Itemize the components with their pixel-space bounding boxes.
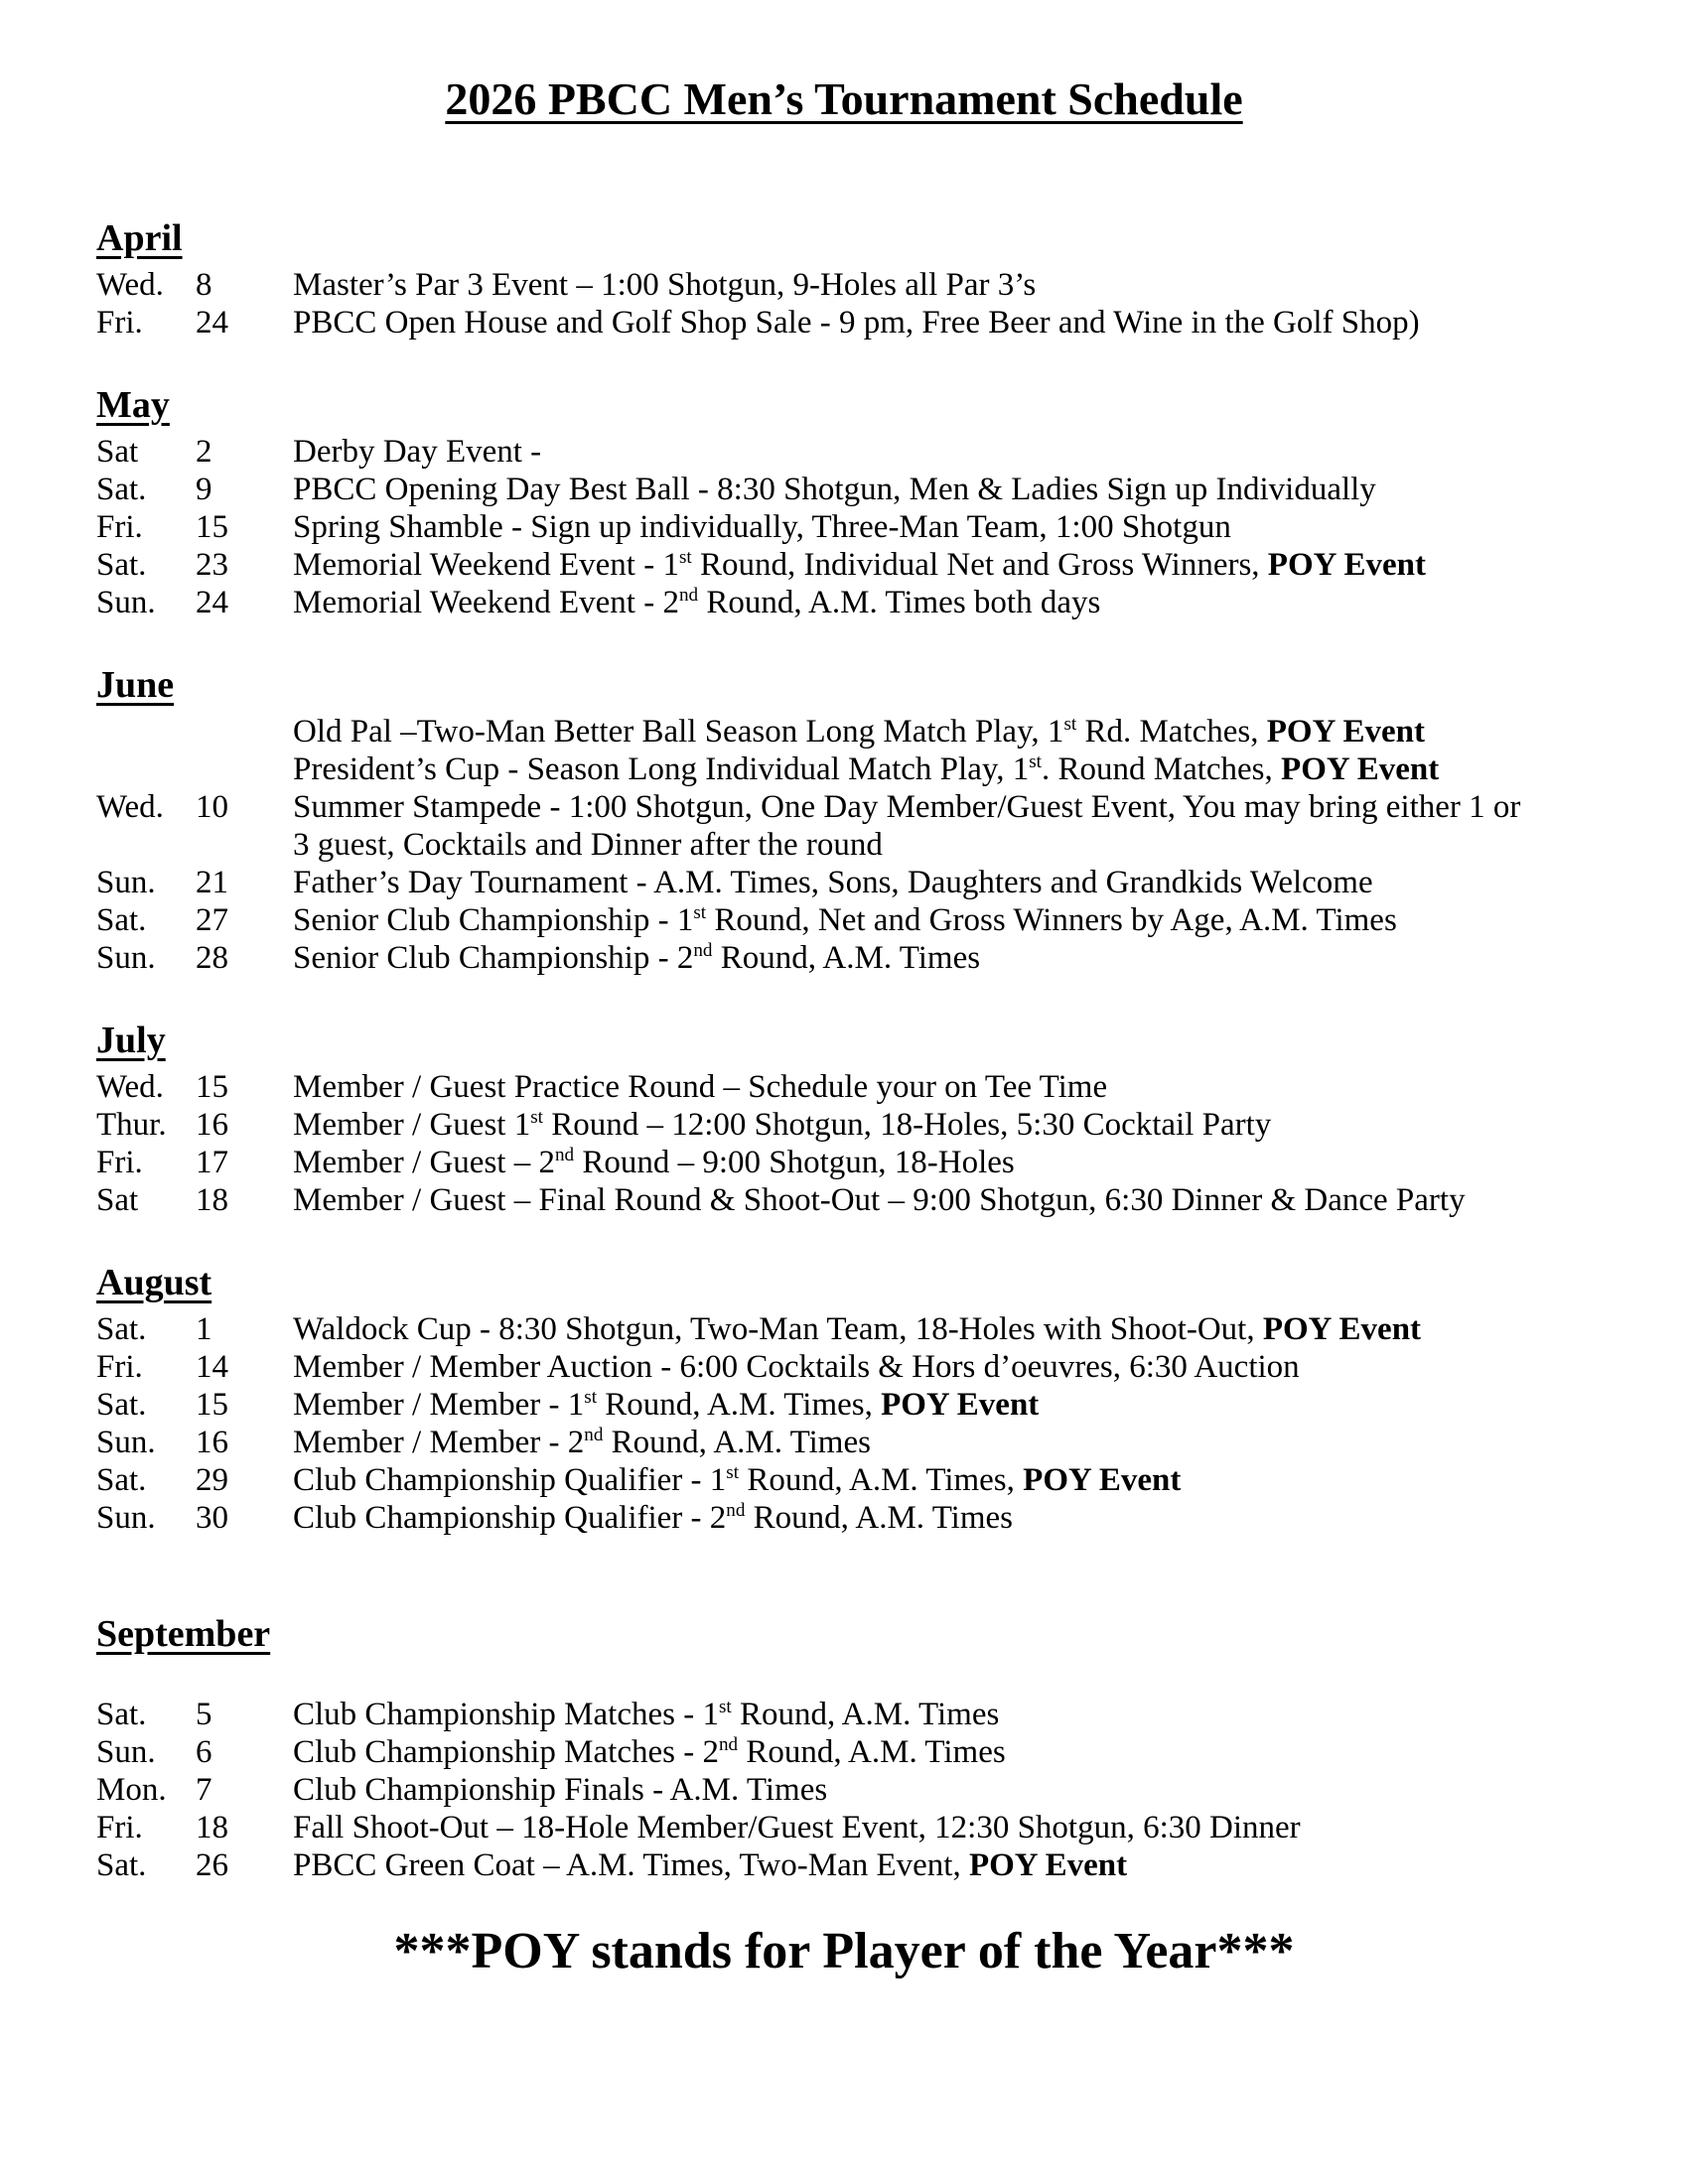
event-description bbox=[293, 1461, 1592, 1499]
poy-highlight: POY Event bbox=[1262, 1311, 1422, 1347]
event-description-line bbox=[293, 788, 1592, 826]
event-text: Old Pal –Two-Man Better Ball Season Long Match Play, 1 bbox=[293, 714, 1064, 750]
event-row bbox=[96, 1348, 1592, 1386]
event-date: 28 bbox=[196, 940, 228, 976]
event-row bbox=[96, 939, 1592, 977]
event-text: Club Championship Matches - 1 bbox=[293, 1697, 719, 1732]
event-date: 14 bbox=[196, 1349, 228, 1385]
ordinal-superscript: st bbox=[726, 1462, 740, 1483]
event-description bbox=[293, 508, 1592, 546]
event-text: Member / Member - 2 bbox=[293, 1425, 585, 1460]
event-text: Derby Day Event - bbox=[293, 434, 542, 470]
event-text: Club Championship Matches - 2 bbox=[293, 1734, 719, 1770]
event-description-line bbox=[293, 1386, 1592, 1424]
event-text: Club Championship Finals - A.M. Times bbox=[293, 1772, 828, 1808]
event-text: Member / Guest 1 bbox=[293, 1107, 531, 1143]
event-text: Senior Club Championship - 2 bbox=[293, 940, 694, 976]
event-row bbox=[96, 864, 1592, 901]
event-date: 2 bbox=[196, 434, 212, 470]
month-heading-august: August bbox=[96, 1262, 212, 1303]
event-description-line bbox=[293, 471, 1592, 508]
event-row bbox=[96, 751, 1592, 788]
event-description bbox=[293, 471, 1592, 508]
event-row bbox=[96, 788, 1592, 864]
event-description-line bbox=[293, 1144, 1592, 1181]
month-heading-september: September bbox=[96, 1613, 271, 1655]
event-date: 23 bbox=[196, 547, 228, 583]
event-day: Sat bbox=[96, 1182, 139, 1218]
event-text: Round, A.M. Times bbox=[731, 1697, 1000, 1732]
event-row bbox=[96, 1068, 1592, 1106]
event-text: Round, A.M. Times bbox=[603, 1425, 871, 1460]
event-day: Sat. bbox=[96, 1311, 147, 1347]
month-section-april bbox=[96, 214, 1592, 341]
event-row bbox=[96, 584, 1592, 621]
event-date: 30 bbox=[196, 1500, 228, 1536]
event-text: Member / Guest Practice Round – Schedule your on Tee Time bbox=[293, 1069, 1108, 1105]
event-text: President’s Cup - Season Long Individual Match Play, 1 bbox=[293, 751, 1030, 787]
event-description-line bbox=[293, 1181, 1592, 1219]
poy-highlight: POY Event bbox=[1266, 714, 1425, 750]
event-date: 18 bbox=[196, 1810, 228, 1845]
event-description bbox=[293, 901, 1592, 939]
event-description bbox=[293, 1348, 1592, 1386]
event-description bbox=[293, 1499, 1592, 1537]
month-section-may bbox=[96, 381, 1592, 621]
event-row bbox=[96, 1733, 1592, 1771]
tournament-schedule bbox=[96, 214, 1592, 1884]
event-day: Sat. bbox=[96, 1462, 147, 1498]
event-day: Fri. bbox=[96, 1810, 143, 1845]
event-text: Memorial Weekend Event - 2 bbox=[293, 585, 679, 620]
event-text: Master’s Par 3 Event – 1:00 Shotgun, 9-Holes all Par 3’s bbox=[293, 267, 1037, 303]
event-text: Member / Guest – 2 bbox=[293, 1145, 555, 1180]
event-description bbox=[293, 1809, 1592, 1846]
poy-highlight: POY Event bbox=[968, 1847, 1128, 1883]
event-day: Sun. bbox=[96, 1500, 156, 1536]
event-text: Rd. Matches, bbox=[1076, 714, 1267, 750]
event-description-line bbox=[293, 826, 1592, 864]
event-day: Mon. bbox=[96, 1772, 167, 1808]
month-section-july bbox=[96, 1017, 1592, 1219]
event-date: 1 bbox=[196, 1311, 212, 1347]
event-row bbox=[96, 1461, 1592, 1499]
event-row bbox=[96, 1696, 1592, 1733]
event-row bbox=[96, 1144, 1592, 1181]
event-row bbox=[96, 1771, 1592, 1809]
event-text: Round, A.M. Times bbox=[712, 940, 981, 976]
event-day: Sun. bbox=[96, 1425, 156, 1460]
ordinal-superscript: nd bbox=[584, 1425, 604, 1445]
ordinal-superscript: st bbox=[718, 1697, 732, 1717]
month-section-june bbox=[96, 661, 1592, 977]
event-row bbox=[96, 304, 1592, 341]
event-description-line bbox=[293, 751, 1592, 788]
event-text: Round, A.M. Times bbox=[745, 1500, 1014, 1536]
event-row bbox=[96, 1809, 1592, 1846]
event-day: Fri. bbox=[96, 509, 143, 545]
event-description bbox=[293, 1771, 1592, 1809]
event-row bbox=[96, 1424, 1592, 1461]
ordinal-superscript: st bbox=[530, 1107, 543, 1128]
event-date: 15 bbox=[196, 1069, 228, 1105]
event-description bbox=[293, 751, 1592, 788]
event-description-line bbox=[293, 1068, 1592, 1106]
event-date: 18 bbox=[196, 1182, 228, 1218]
ordinal-superscript: st bbox=[678, 547, 692, 568]
event-row bbox=[96, 1310, 1592, 1348]
event-day: Sat. bbox=[96, 472, 147, 507]
event-text: Member / Member - 1 bbox=[293, 1387, 585, 1423]
event-description-line bbox=[293, 1846, 1592, 1884]
ordinal-superscript: st bbox=[1063, 714, 1077, 735]
ordinal-superscript: st bbox=[584, 1387, 598, 1408]
event-description-line bbox=[293, 546, 1592, 584]
event-row bbox=[96, 471, 1592, 508]
event-description-line bbox=[293, 1696, 1592, 1733]
event-description bbox=[293, 864, 1592, 901]
event-description-line bbox=[293, 1771, 1592, 1809]
event-text: Fall Shoot-Out – 18-Hole Member/Guest Event, 12:30 Shotgun, 6:30 Dinner bbox=[293, 1810, 1301, 1845]
event-text: Round, A.M. Times bbox=[738, 1734, 1006, 1770]
event-day: Sat. bbox=[96, 1847, 147, 1883]
event-text: Father’s Day Tournament - A.M. Times, Sons, Daughters and Grandkids Welcome bbox=[293, 865, 1373, 900]
ordinal-superscript: nd bbox=[718, 1734, 739, 1755]
event-description-line bbox=[293, 939, 1592, 977]
ordinal-superscript: nd bbox=[726, 1500, 746, 1521]
ordinal-superscript: st bbox=[1029, 751, 1042, 772]
event-description bbox=[293, 304, 1592, 341]
event-description-line bbox=[293, 864, 1592, 901]
event-day: Sat. bbox=[96, 547, 147, 583]
event-date: 15 bbox=[196, 1387, 228, 1423]
event-text: Round, A.M. Times, bbox=[739, 1462, 1024, 1498]
event-description bbox=[293, 939, 1592, 977]
event-date: 8 bbox=[196, 267, 212, 303]
event-day: Sun. bbox=[96, 865, 156, 900]
event-description bbox=[293, 1424, 1592, 1461]
poy-highlight: POY Event bbox=[1281, 751, 1440, 787]
ordinal-superscript: nd bbox=[554, 1145, 575, 1165]
event-description bbox=[293, 713, 1592, 751]
document-title: 2026 PBCC Men’s Tournament Schedule bbox=[445, 73, 1243, 124]
event-text: Club Championship Qualifier - 1 bbox=[293, 1462, 727, 1498]
event-day: Thur. bbox=[96, 1107, 167, 1143]
event-date: 17 bbox=[196, 1145, 228, 1180]
event-description-line bbox=[293, 1461, 1592, 1499]
event-text: Round – 9:00 Shotgun, 18-Holes bbox=[574, 1145, 1015, 1180]
event-date: 24 bbox=[196, 305, 228, 341]
event-row bbox=[96, 266, 1592, 304]
event-description-line bbox=[293, 1310, 1592, 1348]
event-day: Sat. bbox=[96, 902, 147, 938]
ordinal-superscript: nd bbox=[678, 585, 699, 606]
event-date: 16 bbox=[196, 1425, 228, 1460]
event-day: Sun. bbox=[96, 1734, 156, 1770]
poy-highlight: POY Event bbox=[1267, 547, 1426, 583]
event-day: Sun. bbox=[96, 940, 156, 976]
event-text: Spring Shamble - Sign up individually, Three-Man Team, 1:00 Shotgun bbox=[293, 509, 1231, 545]
event-date: 26 bbox=[196, 1847, 228, 1883]
event-description bbox=[293, 546, 1592, 584]
event-date: 10 bbox=[196, 789, 228, 825]
event-description-line bbox=[293, 1733, 1592, 1771]
event-day: Wed. bbox=[96, 1069, 164, 1105]
poy-highlight: POY Event bbox=[881, 1387, 1040, 1423]
event-description-line bbox=[293, 1499, 1592, 1537]
event-description-line bbox=[293, 433, 1592, 471]
event-description bbox=[293, 1106, 1592, 1144]
month-section-august bbox=[96, 1259, 1592, 1537]
event-text: 3 guest, Cocktails and Dinner after the round bbox=[293, 827, 883, 863]
month-section-september bbox=[96, 1610, 1592, 1884]
event-day: Fri. bbox=[96, 305, 143, 341]
event-description-line bbox=[293, 1348, 1592, 1386]
event-description bbox=[293, 266, 1592, 304]
month-heading-may: May bbox=[96, 384, 170, 426]
event-date: 9 bbox=[196, 472, 212, 507]
event-text: Waldock Cup - 8:30 Shotgun, Two-Man Team, 18-Holes with Shoot-Out, bbox=[293, 1311, 1263, 1347]
poy-footer-note: ***POY stands for Player of the Year*** bbox=[393, 1923, 1295, 1979]
event-day: Sat. bbox=[96, 1697, 147, 1732]
event-date: 27 bbox=[196, 902, 228, 938]
event-description bbox=[293, 788, 1592, 864]
event-description bbox=[293, 1068, 1592, 1106]
month-heading-july: July bbox=[96, 1020, 166, 1061]
event-description bbox=[293, 433, 1592, 471]
event-description bbox=[293, 584, 1592, 621]
event-date: 16 bbox=[196, 1107, 228, 1143]
event-day: Wed. bbox=[96, 789, 164, 825]
event-description bbox=[293, 1386, 1592, 1424]
event-description bbox=[293, 1144, 1592, 1181]
event-text: Member / Member Auction - 6:00 Cocktails & Hors d’oeuvres, 6:30 Auction bbox=[293, 1349, 1300, 1385]
event-description bbox=[293, 1846, 1592, 1884]
event-text: Senior Club Championship - 1 bbox=[293, 902, 694, 938]
month-heading-june: June bbox=[96, 664, 175, 706]
event-date: 29 bbox=[196, 1462, 228, 1498]
event-row bbox=[96, 433, 1592, 471]
event-date: 5 bbox=[196, 1697, 212, 1732]
event-text: Member / Guest – Final Round & Shoot-Out – 9:00 Shotgun, 6:30 Dinner & Dance Party bbox=[293, 1182, 1466, 1218]
event-date: 15 bbox=[196, 509, 228, 545]
event-text: . Round Matches, bbox=[1041, 751, 1282, 787]
event-description-line bbox=[293, 266, 1592, 304]
event-row bbox=[96, 1499, 1592, 1537]
event-row bbox=[96, 1181, 1592, 1219]
event-row bbox=[96, 713, 1592, 751]
event-date: 6 bbox=[196, 1734, 212, 1770]
event-text: Round – 12:00 Shotgun, 18-Holes, 5:30 Cocktail Party bbox=[542, 1107, 1272, 1143]
event-day: Fri. bbox=[96, 1145, 143, 1180]
ordinal-superscript: nd bbox=[693, 940, 713, 961]
ordinal-superscript: st bbox=[693, 902, 707, 923]
event-text: Club Championship Qualifier - 2 bbox=[293, 1500, 727, 1536]
event-day: Sat. bbox=[96, 1387, 147, 1423]
event-description-line bbox=[293, 584, 1592, 621]
event-text: PBCC Opening Day Best Ball - 8:30 Shotgun, Men & Ladies Sign up Individually bbox=[293, 472, 1376, 507]
event-row bbox=[96, 508, 1592, 546]
event-description-line bbox=[293, 508, 1592, 546]
poy-highlight: POY Event bbox=[1023, 1462, 1182, 1498]
event-day: Wed. bbox=[96, 267, 164, 303]
month-heading-april: April bbox=[96, 217, 183, 259]
event-text: PBCC Green Coat – A.M. Times, Two-Man Event, bbox=[293, 1847, 969, 1883]
event-description bbox=[293, 1181, 1592, 1219]
event-description-line bbox=[293, 713, 1592, 751]
event-text: Memorial Weekend Event - 1 bbox=[293, 547, 679, 583]
event-description-line bbox=[293, 1424, 1592, 1461]
event-description-line bbox=[293, 901, 1592, 939]
event-text: Round, A.M. Times both days bbox=[698, 585, 1101, 620]
event-row bbox=[96, 1846, 1592, 1884]
event-row bbox=[96, 901, 1592, 939]
event-date: 24 bbox=[196, 585, 228, 620]
event-day: Fri. bbox=[96, 1349, 143, 1385]
event-text: Summer Stampede - 1:00 Shotgun, One Day Member/Guest Event, You may bring either 1 or bbox=[293, 789, 1521, 825]
event-row bbox=[96, 1106, 1592, 1144]
event-row bbox=[96, 546, 1592, 584]
event-date: 21 bbox=[196, 865, 228, 900]
event-text: Round, Net and Gross Winners by Age, A.M. Times bbox=[706, 902, 1397, 938]
event-text: Round, Individual Net and Gross Winners, bbox=[691, 547, 1268, 583]
event-day: Sat bbox=[96, 434, 139, 470]
event-description-line bbox=[293, 1106, 1592, 1144]
event-text: PBCC Open House and Golf Shop Sale - 9 pm, Free Beer and Wine in the Golf Shop) bbox=[293, 305, 1420, 341]
event-day: Sun. bbox=[96, 585, 156, 620]
event-description-line bbox=[293, 304, 1592, 341]
event-row bbox=[96, 1386, 1592, 1424]
event-description bbox=[293, 1310, 1592, 1348]
event-text: Round, A.M. Times, bbox=[597, 1387, 882, 1423]
event-date: 7 bbox=[196, 1772, 212, 1808]
event-description bbox=[293, 1733, 1592, 1771]
event-description-line bbox=[293, 1809, 1592, 1846]
event-description bbox=[293, 1696, 1592, 1733]
